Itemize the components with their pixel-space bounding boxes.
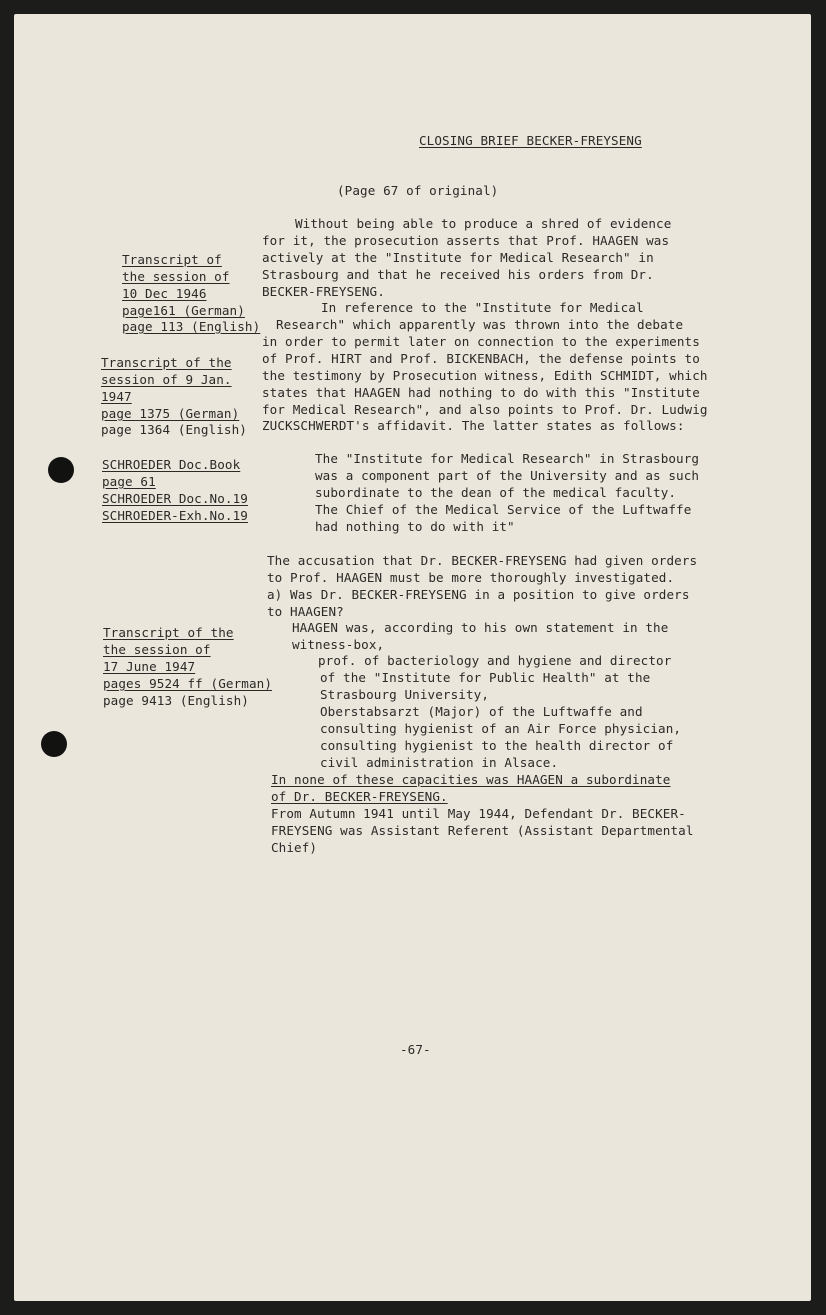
- list-line: of the "Institute for Public Health" at the: [320, 670, 651, 685]
- body-line: HAAGEN was, according to his own statement in the: [292, 620, 669, 635]
- body-line: a) Was Dr. BECKER-FREYSENG in a position to give orders: [267, 587, 690, 602]
- quote-line: was a component part of the University and as such: [315, 468, 700, 483]
- body-line: for Medical Research", and also points to Prof. Dr. Ludwig: [262, 402, 708, 417]
- margin-note-line: 17 June 1947: [103, 659, 196, 674]
- margin-note-line: SCHROEDER Doc.Book: [102, 457, 241, 472]
- margin-note-line: the session of: [103, 642, 211, 657]
- margin-note-line: Transcript of the: [101, 355, 232, 370]
- list-line: Oberstabsarzt (Major) of the Luftwaffe and: [320, 704, 643, 719]
- punch-hole: [41, 731, 67, 757]
- list-line: consulting hygienist of an Air Force physician,: [320, 721, 682, 736]
- list-line: prof. of bacteriology and hygiene and director: [318, 653, 672, 668]
- margin-note-line: the session of: [122, 269, 230, 284]
- quote-line: subordinate to the dean of the medical faculty.: [315, 485, 677, 500]
- quote-line: The Chief of the Medical Service of the Luftwaffe: [315, 502, 692, 517]
- quote-line: The "Institute for Medical Research" in Strasbourg: [315, 451, 700, 466]
- list-line: civil administration in Alsace.: [320, 755, 559, 770]
- body-line: ZUCKSCHWERDT's affidavit. The latter states as follows:: [262, 418, 685, 433]
- margin-note-line: SCHROEDER-Exh.No.19: [102, 508, 248, 523]
- body-line: for it, the prosecution asserts that Prof. HAAGEN was: [262, 233, 670, 248]
- margin-note-line: page 1375 (German): [101, 406, 240, 421]
- margin-note-line: page 61: [102, 474, 156, 489]
- body-line: Strasbourg and that he received his orders from Dr.: [262, 267, 654, 282]
- margin-note-line: 1947: [101, 389, 132, 404]
- body-line: states that HAAGEN had nothing to do with this "Institute: [262, 385, 700, 400]
- body-line: From Autumn 1941 until May 1944, Defendant Dr. BECKER-: [271, 806, 686, 821]
- list-line: consulting hygienist to the health director of: [320, 738, 674, 753]
- body-line: the testimony by Prosecution witness, Edith SCHMIDT, which: [262, 368, 708, 383]
- body-line: Chief): [271, 840, 318, 855]
- margin-note-line: SCHROEDER Doc.No.19: [102, 491, 248, 506]
- margin-note-line: 10 Dec 1946: [122, 286, 207, 301]
- body-line: Research" which apparently was thrown into the debate: [276, 317, 684, 332]
- body-line: BECKER-FREYSENG.: [262, 284, 385, 299]
- quote-line: had nothing to do with it": [315, 519, 515, 534]
- body-line: witness-box,: [292, 637, 385, 652]
- punch-hole: [48, 457, 74, 483]
- body-line: FREYSENG was Assistant Referent (Assistant Departmental: [271, 823, 694, 838]
- document-page: [14, 14, 811, 1301]
- document-title: CLOSING BRIEF BECKER-FREYSENG: [419, 133, 642, 148]
- margin-note-line: pages 9524 ff (German): [103, 676, 273, 691]
- body-line: to Prof. HAAGEN must be more thoroughly investigated.: [267, 570, 675, 585]
- body-line: Without being able to produce a shred of evidence: [295, 216, 672, 231]
- body-line: in order to permit later on connection to the experiments: [262, 334, 700, 349]
- body-line: actively at the "Institute for Medical Research" in: [262, 250, 654, 265]
- body-line: to HAAGEN?: [267, 604, 344, 619]
- margin-note-line: page161 (German): [122, 303, 245, 318]
- margin-note-line: page 113 (English): [122, 319, 261, 334]
- list-line: Strasbourg University,: [320, 687, 490, 702]
- conclusion-line: of Dr. BECKER-FREYSENG.: [271, 789, 448, 804]
- page-reference: (Page 67 of original): [337, 183, 499, 198]
- conclusion-line: In none of these capacities was HAAGEN a subordinate: [271, 772, 671, 787]
- margin-note-line: Transcript of the: [103, 625, 234, 640]
- margin-note-line: session of 9 Jan.: [101, 372, 232, 387]
- body-line: of Prof. HIRT and Prof. BICKENBACH, the defense points to: [262, 351, 700, 366]
- body-line: In reference to the "Institute for Medical: [321, 300, 644, 315]
- margin-note-line: page 1364 (English): [101, 422, 247, 437]
- margin-note-line: page 9413 (English): [103, 693, 249, 708]
- page-number: -67-: [400, 1042, 431, 1057]
- margin-note-line: Transcript of: [122, 252, 222, 267]
- body-line: The accusation that Dr. BECKER-FREYSENG had given orders: [267, 553, 698, 568]
